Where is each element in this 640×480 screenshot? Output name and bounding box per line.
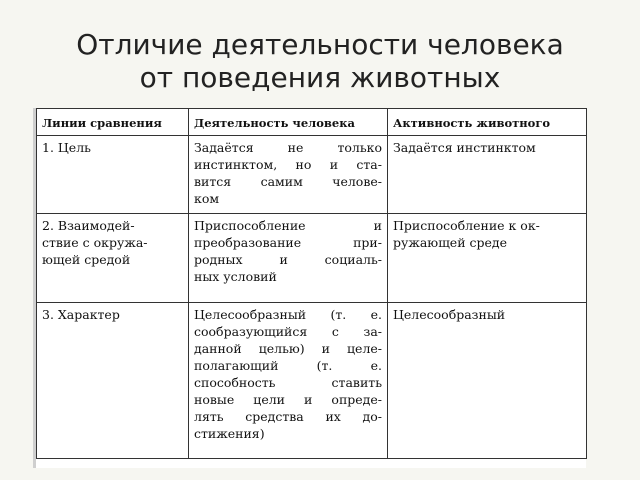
text-line: 2. Взаимодей-	[42, 218, 135, 233]
cell-criterion	[37, 214, 189, 303]
cell-human	[189, 303, 388, 459]
text-line: инстинктом, но и ста-	[194, 157, 382, 172]
text-line: Приспособление к ок-	[393, 218, 540, 233]
text-line: данной целью) и целе-	[194, 341, 382, 356]
cell-criterion	[37, 136, 189, 214]
text-line: способность ставить	[194, 375, 382, 390]
text-line: ствие с окружа-	[42, 235, 148, 250]
table-row-character	[37, 303, 587, 459]
cell-human	[189, 214, 388, 303]
text-line: вится самим челове-	[194, 174, 382, 189]
header-human-activity: Деятельность человека	[189, 109, 388, 136]
text-line: Целесообразный (т. е.	[194, 307, 382, 322]
cell-criterion	[37, 303, 189, 459]
text-line: 3. Характер	[42, 307, 120, 322]
header-animal-activity: Активность животного	[388, 109, 587, 136]
table-row-interaction	[37, 214, 587, 303]
slide-title	[0, 28, 640, 94]
slide-title-line-1: Отличие деятельности человека	[76, 28, 564, 61]
comparison-table	[36, 108, 587, 459]
cell-animal	[388, 136, 587, 214]
text-line: полагающий (т. е.	[194, 358, 382, 373]
header-criteria: Линии сравнения	[37, 109, 189, 136]
slide-title-line-2: от поведения животных	[139, 61, 501, 94]
text-line: Задаётся не только	[194, 140, 382, 155]
text-line: лять средства их до-	[194, 409, 382, 424]
text-line: преобразование при-	[194, 235, 382, 250]
text-line: Приспособление и	[194, 218, 382, 233]
text-line: стижения)	[194, 426, 265, 441]
scanned-table-image	[33, 108, 586, 468]
text-line: новые цели и опреде-	[194, 392, 382, 407]
text-line: Целесообразный	[393, 307, 506, 322]
text-line: ющей средой	[42, 252, 131, 267]
cell-animal	[388, 303, 587, 459]
text-line: Задаётся инстинктом	[393, 140, 536, 155]
table-row-goal	[37, 136, 587, 214]
text-line: сообразующийся с за-	[194, 324, 382, 339]
cell-animal	[388, 214, 587, 303]
text-line: ружающей среде	[393, 235, 508, 250]
table-header-row	[37, 109, 587, 136]
cell-human	[189, 136, 388, 214]
text-line: 1. Цель	[42, 140, 91, 155]
text-line: ных условий	[194, 269, 277, 284]
text-line: ком	[194, 191, 220, 206]
text-line: родных и социаль-	[194, 252, 382, 267]
